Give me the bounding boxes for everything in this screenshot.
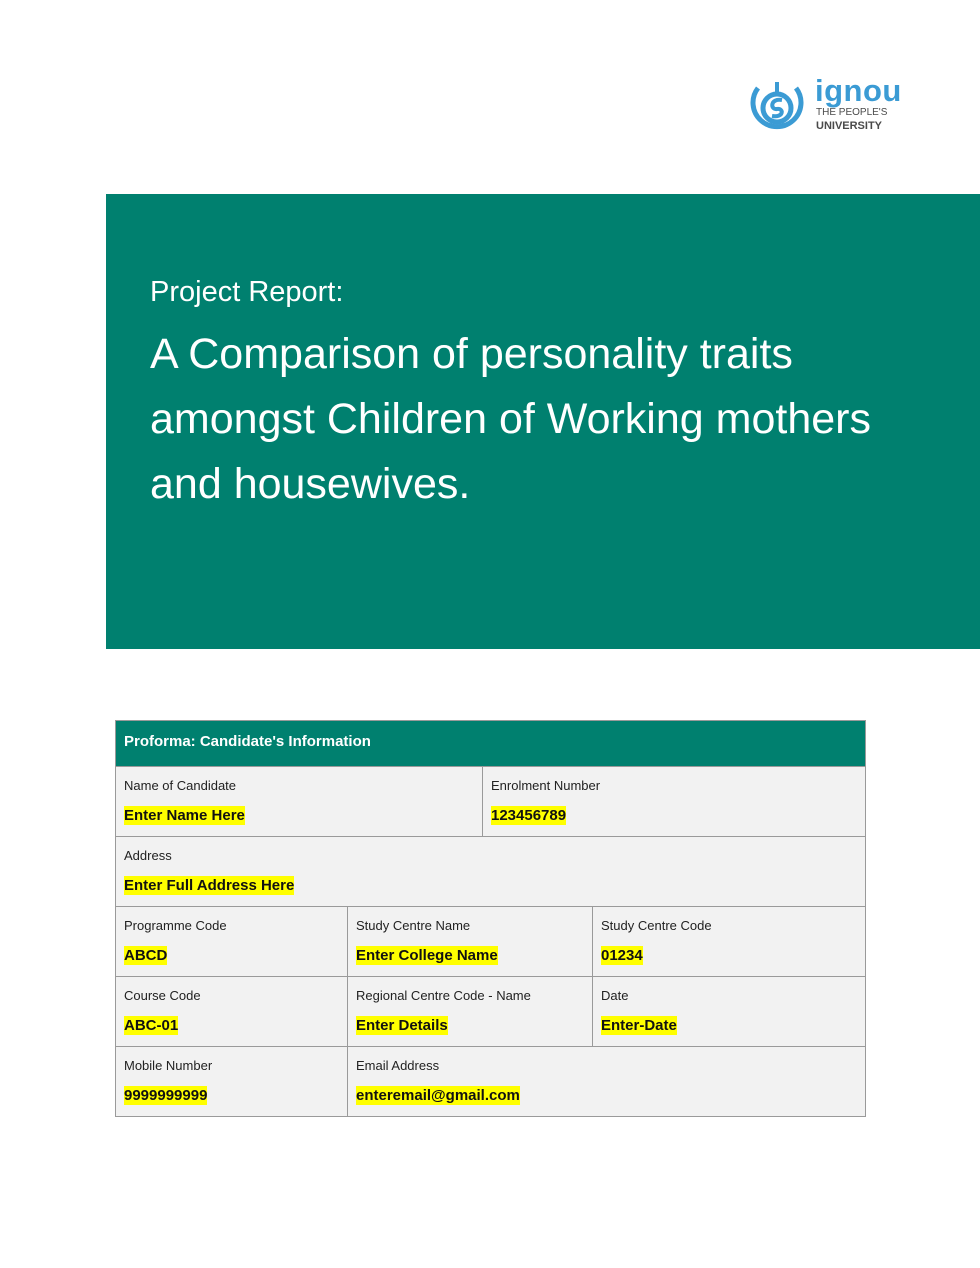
programme-value: ABCD: [124, 947, 168, 964]
date-cell: [593, 977, 866, 1047]
title-banner: [106, 194, 980, 649]
candidate-info-table: [115, 720, 866, 1117]
name-value: Enter Name Here: [124, 807, 245, 824]
course-label: Course Code: [124, 988, 201, 1003]
date-label: Date: [601, 988, 629, 1003]
mobile-cell: [116, 1047, 348, 1117]
programme-cell: [116, 907, 348, 977]
study-centre-name-value: Enter College Name: [356, 947, 498, 964]
address-label: Address: [124, 848, 172, 863]
address-value: Enter Full Address Here: [124, 877, 295, 894]
study-centre-code-label: Study Centre Code: [601, 918, 712, 933]
email-value: enteremail@gmail.com: [356, 1087, 520, 1104]
logo-tagline-line2: UNIVERSITY: [816, 120, 883, 132]
logo-tagline-line1: THE PEOPLE'S: [816, 107, 888, 118]
study-centre-code-cell: [593, 907, 866, 977]
programme-label: Programme Code: [124, 918, 227, 933]
report-subtitle: Project Report:: [150, 276, 344, 308]
course-value: ABC-01: [124, 1017, 179, 1034]
report-title: A Comparison of personality traits amongst Children of Working mothers and housewives.: [150, 330, 871, 508]
study-centre-code-value: 01234: [601, 947, 643, 964]
name-label: Name of Candidate: [124, 778, 237, 793]
mobile-value: 9999999999: [124, 1087, 208, 1104]
email-cell: [348, 1047, 866, 1117]
course-cell: [116, 977, 348, 1047]
enrolment-value: 123456789: [491, 807, 567, 824]
address-cell: [116, 837, 866, 907]
email-label: Email Address: [356, 1058, 440, 1073]
mobile-label: Mobile Number: [124, 1058, 213, 1073]
ignou-logo: [746, 73, 902, 140]
regional-centre-label: Regional Centre Code - Name: [356, 988, 531, 1003]
logo-wordmark: ignou: [815, 73, 902, 108]
name-cell: [116, 767, 483, 837]
ignou-emblem-icon: [746, 80, 808, 136]
regional-centre-value: Enter Details: [356, 1017, 448, 1034]
enrolment-cell: [483, 767, 866, 837]
enrolment-label: Enrolment Number: [491, 778, 601, 793]
date-value: Enter-Date: [601, 1017, 677, 1034]
study-centre-name-cell: [348, 907, 593, 977]
regional-centre-cell: [348, 977, 593, 1047]
table-header: Proforma: Candidate's Information: [116, 721, 866, 767]
study-centre-name-label: Study Centre Name: [356, 918, 471, 933]
